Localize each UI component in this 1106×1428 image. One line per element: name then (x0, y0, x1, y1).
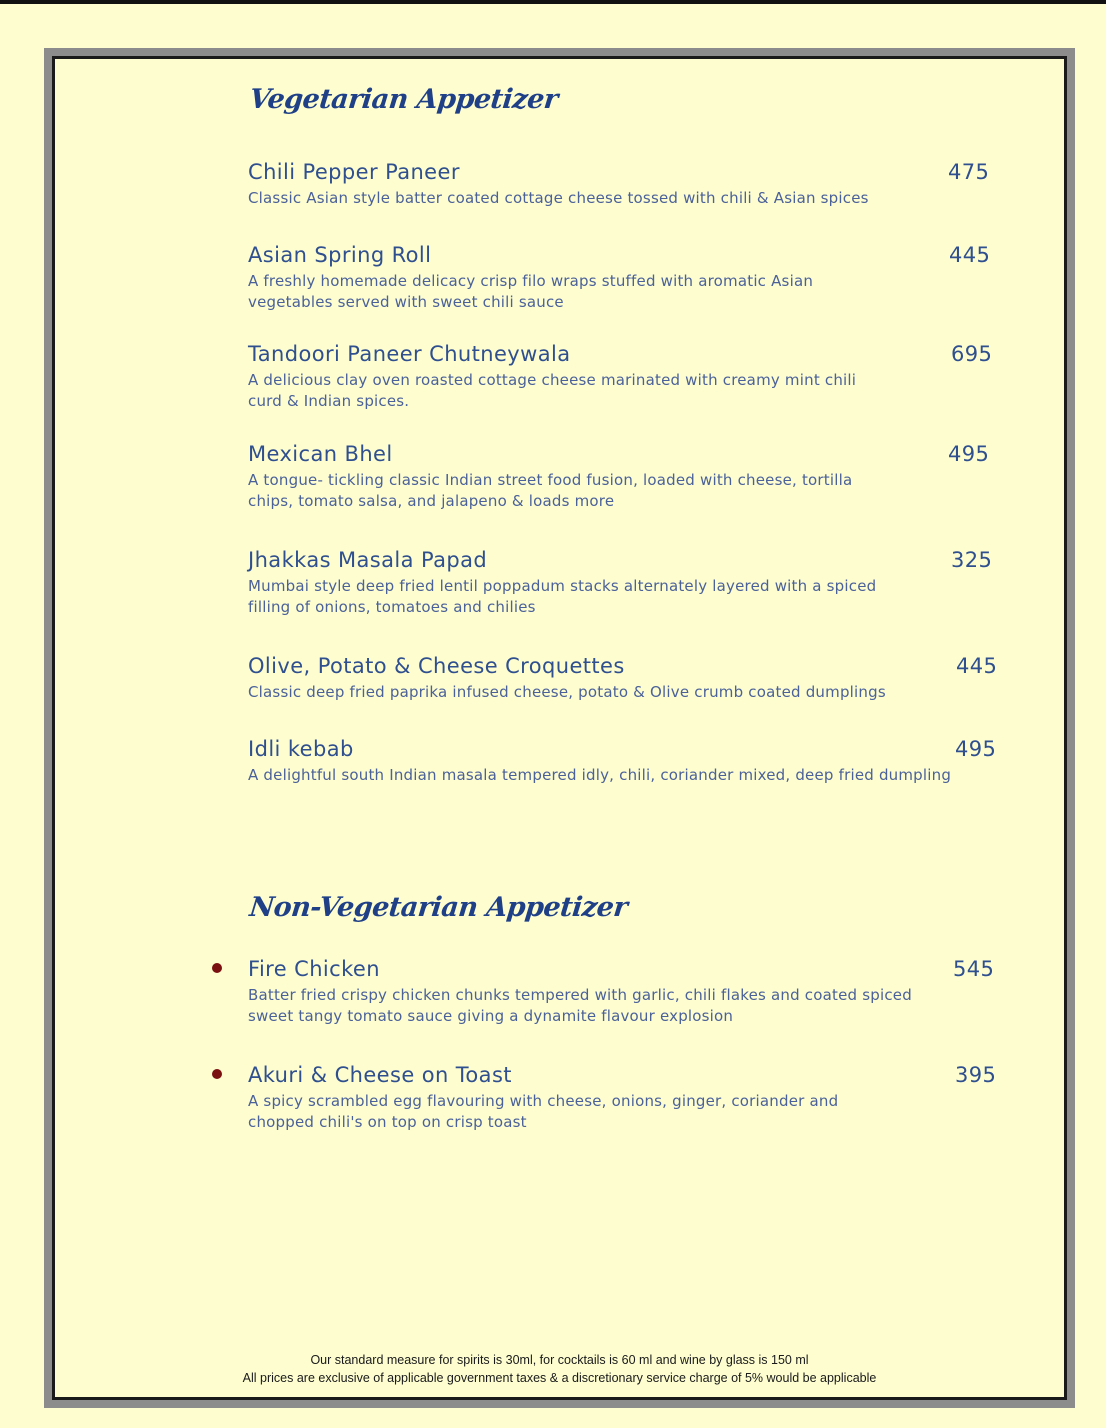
menu-item-jhakkas-masala-papad (248, 548, 1008, 618)
menu-item-fire-chicken (248, 957, 1008, 1027)
item-price: 475 (948, 160, 990, 184)
item-name: Asian Spring Roll (248, 243, 432, 267)
item-name: Idli kebab (248, 737, 354, 761)
item-price: 495 (948, 442, 990, 466)
item-description: A tongue- tickling classic Indian street food fusion, loaded with cheese, tortilla chips, tomato salsa, and jalapeno & loads more (248, 471, 853, 510)
item-name: Akuri & Cheese on Toast (248, 1063, 512, 1087)
menu-item-asian-spring-roll (248, 243, 1008, 313)
item-price: 695 (951, 342, 993, 366)
menu-item-tandoori-paneer-chutneywala (248, 342, 1008, 412)
bullet-dot (212, 1069, 222, 1079)
menu-item-akuri-cheese-on-toast (248, 1063, 1008, 1133)
item-description: A freshly homemade delicacy crisp filo wraps stuffed with aromatic Asian vegetables served with sweet chili sauce (248, 272, 814, 311)
item-name: Tandoori Paneer Chutneywala (248, 342, 571, 366)
item-name: Chili Pepper Paneer (248, 160, 460, 184)
item-price: 325 (951, 548, 993, 572)
item-name: Jhakkas Masala Papad (248, 548, 488, 572)
footer-tax-note: All prices are exclusive of applicable government taxes & a discretionary service charge of 5% would be applicable (242, 1371, 877, 1385)
item-description: Classic deep fried paprika infused cheese, potato & Olive crumb coated dumplings (248, 683, 886, 701)
top-edge (0, 0, 1106, 4)
item-price: 395 (955, 1063, 997, 1087)
menu-item-mexican-bhel (248, 442, 1008, 512)
section-title-vegetarian: Vegetarian Appetizer (248, 84, 560, 115)
item-name: Fire Chicken (248, 957, 380, 981)
menu-item-chili-pepper-paneer (248, 160, 1008, 209)
item-description: A delightful south Indian masala tempered idly, chili, coriander mixed, deep fried dumpling (248, 766, 952, 784)
item-price: 545 (953, 957, 995, 981)
item-price: 445 (956, 654, 998, 678)
item-price: 445 (949, 243, 991, 267)
item-name: Olive, Potato & Cheese Croquettes (248, 654, 625, 678)
item-description: Mumbai style deep fried lentil poppadum stacks alternately layered with a spiced filling of onions, tomatoes and chilies (248, 577, 877, 616)
item-price: 495 (955, 737, 997, 761)
menu-item-idli-kebab (248, 737, 1008, 786)
bullet-dot (212, 963, 222, 973)
section-title-non-vegetarian: Non-Vegetarian Appetizer (248, 892, 629, 923)
item-description: A delicious clay oven roasted cottage cheese marinated with creamy mint chili curd & Indian spices. (248, 371, 857, 410)
item-description: A spicy scrambled egg flavouring with cheese, onions, ginger, coriander and chopped chili's on top on crisp toast (248, 1092, 839, 1131)
item-name: Mexican Bhel (248, 442, 393, 466)
footer-measure-note: Our standard measure for spirits is 30ml, for cocktails is 60 ml and wine by glass is 150 ml (310, 1353, 809, 1367)
menu-item-olive-potato-cheese-croquettes (248, 654, 1008, 703)
item-description: Batter fried crispy chicken chunks tempered with garlic, chili flakes and coated spiced sweet tangy tomato sauce giving a dynamite flavour explosion (248, 986, 912, 1025)
item-description: Classic Asian style batter coated cottage cheese tossed with chili & Asian spices (248, 189, 869, 207)
